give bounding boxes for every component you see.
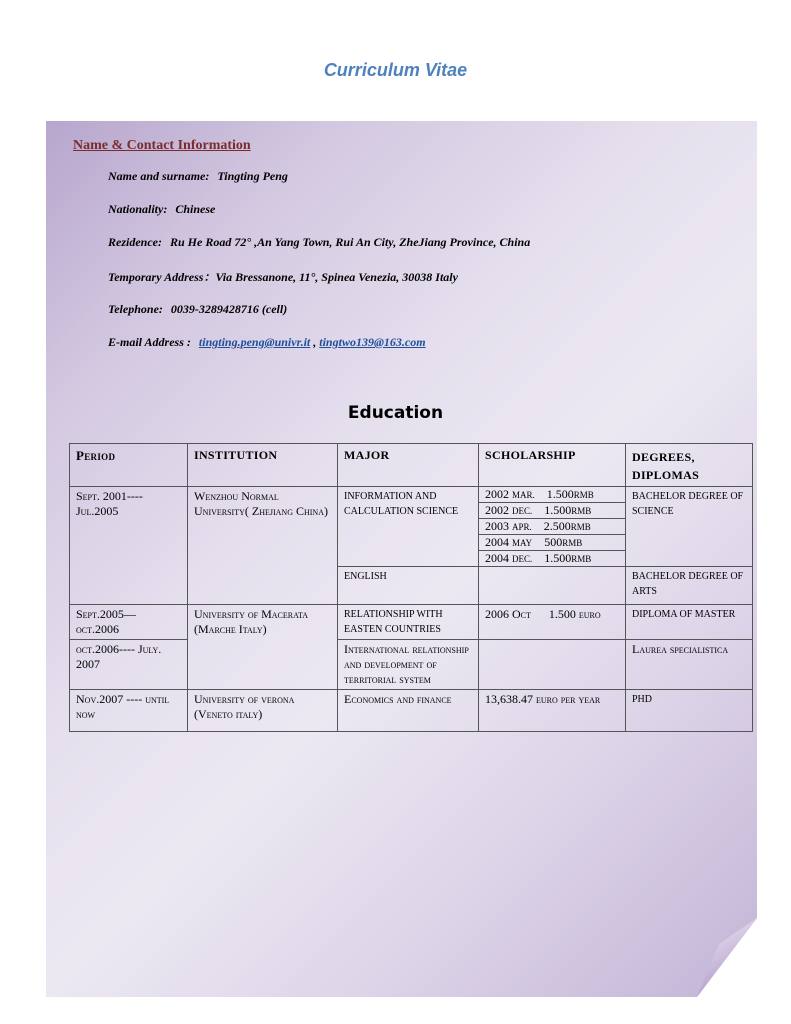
major-cell: ENGLISH [338,567,479,605]
email-link-163[interactable]: tingtwo139@163.com [319,335,426,349]
nationality-line [108,202,215,217]
scholarship-cell [479,487,626,567]
telephone-line [108,302,287,317]
period-cell: Sept. 2001---- Jul.2005 [70,487,188,605]
name-line [108,169,288,184]
residence-value: Ru He Road 72° ,An Yang Town, Rui An City, ZheJiang Province, China [169,235,531,249]
header-period: Period [70,444,188,487]
major-cell: INFORMATION AND CALCULATION SCIENCE [338,487,479,567]
scholarship-cell [479,567,626,605]
table-row [70,640,753,690]
degree-cell: BACHELOR DEGREE OF SCIENCE [626,487,753,567]
email-separator: , [310,335,320,349]
scholarship-cell [479,640,626,690]
major-cell: RELATIONSHIP WITH EASTEN COUNTRIES [338,605,479,640]
name-value: Tingting Peng [217,169,288,183]
table-header-row [70,444,753,487]
scholarship-line: 2004 MAY 500RMB [479,535,625,551]
period-cell: oct.2006---- July. 2007 [70,640,188,690]
scholarship-line: 2002 MAR. 1.500RMB [479,487,625,503]
degree-cell: DIPLOMA OF MASTER [626,605,753,640]
header-degrees: DEGREES, DIPLOMAS [626,444,753,487]
scholarship-cell: 13,638.47 euro per year [479,690,626,732]
temporary-address-line [108,268,458,285]
temporary-address-value: Via Bressanone, 11°, Spinea Venezia, 30038 Italy [215,270,458,284]
email-line [108,335,426,350]
name-label: Name and surname: [108,169,210,183]
email-link-univr[interactable]: tingting.peng@univr.it [198,335,311,349]
header-scholarship: SCHOLARSHIP [479,444,626,487]
education-heading: Education [347,403,444,423]
degree-cell: BACHELOR DEGREE OF ARTS [626,567,753,605]
document-title: Curriculum Vitae [323,60,468,80]
major-cell: Economics and finance [338,690,479,732]
scholarship-line: 2003 APR. 2.500RMB [479,519,625,535]
degree-cell: Laurea specialistica [626,640,753,690]
institution-cell: University of verona (Veneto italy) [188,690,338,732]
temporary-address-label: Temporary Address： [108,270,216,284]
scholarship-cell: 2006 Oct 1.500 euro [479,605,626,640]
major-cell: International relationship and development of territorial system [338,640,479,690]
nationality-value: Chinese [175,202,216,216]
header-major: MAJOR [338,444,479,487]
institution-cell: Wenzhou Normal University( Zhejiang China) [188,487,338,605]
degree-cell: PHD [626,690,753,732]
scholarship-line: 2002 DEC. 1.500RMB [479,503,625,519]
residence-line [108,235,530,250]
table-row [70,690,753,732]
education-table [69,443,753,732]
scholarship-line: 2004 DEC. 1.500RMB [485,551,592,565]
header-institution: INSTITUTION [188,444,338,487]
table-row [70,605,753,640]
institution-cell: University of Macerata (Marche Italy) [188,605,338,690]
residence-label: Rezidence: [108,235,162,249]
table-row [70,487,753,567]
period-cell: Sept.2005— oct.2006 [70,605,188,640]
contact-heading: Name & Contact Information [73,138,251,153]
telephone-value: 0039-3289428716 (cell) [170,302,288,316]
period-cell: Nov.2007 ---- until now [70,690,188,732]
nationality-label: Nationality: [108,202,168,216]
telephone-label: Telephone: [108,302,163,316]
email-label: E-mail Address : [108,335,191,349]
